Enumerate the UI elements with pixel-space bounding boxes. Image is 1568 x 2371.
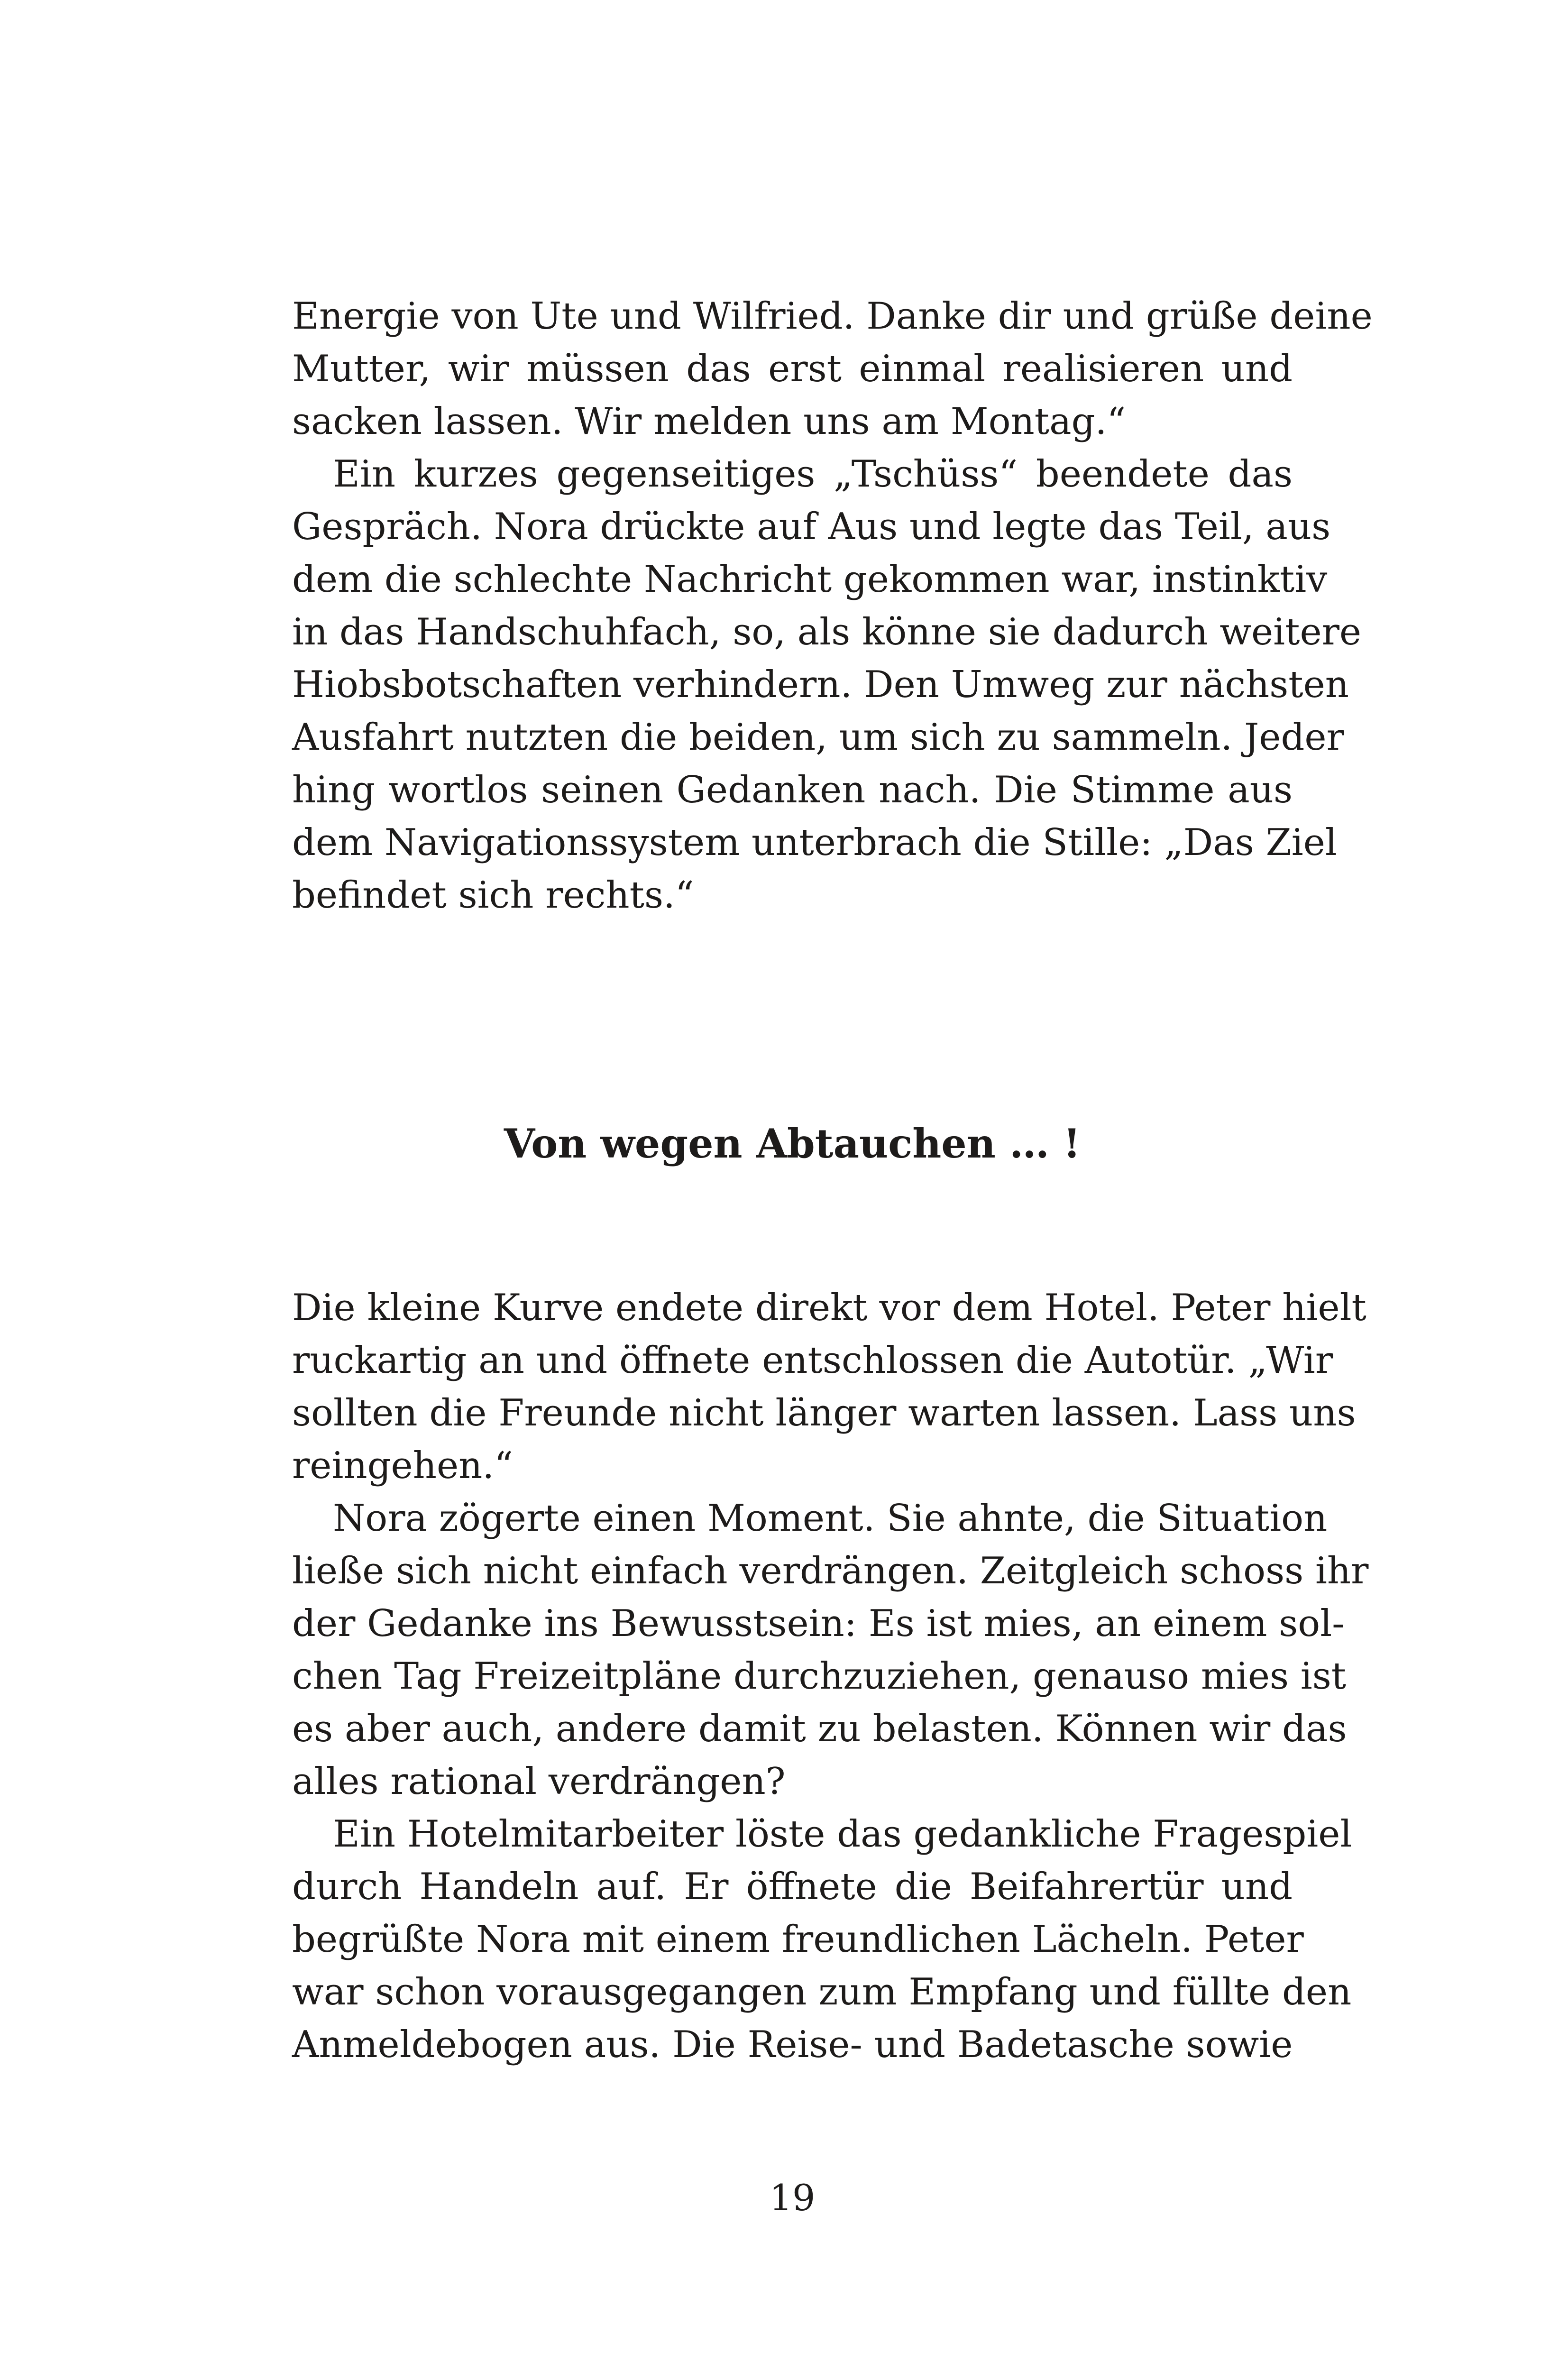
text-line: durch Handeln auf. Er öffnete die Beifahrertür und [292, 1866, 1293, 1908]
text-line: befindet sich rechts.“ [292, 874, 694, 917]
text-line: Energie von Ute und Wilfried. Danke dir und grüße deine [292, 295, 1373, 338]
text-line: der Gedanke ins Bewusstsein: Es ist mies, an einem sol- [292, 1602, 1345, 1645]
paragraph-block-top [292, 290, 1373, 922]
page-number: 19 [769, 2177, 816, 2219]
text-line: Anmeldebogen aus. Die Reise- und Badetasche sowie [292, 2023, 1293, 2066]
chapter-heading: Von wegen Abtauchen … ! [504, 1120, 1081, 1167]
text-line: alles rational verdrängen? [292, 1760, 786, 1803]
text-line: Ausfahrt nutzten die beiden, um sich zu sammeln. Jeder [292, 716, 1344, 759]
text-line: Ein kurzes gegenseitiges „Tschüss“ beendete das [333, 453, 1293, 496]
text-line: Gespräch. Nora drückte auf Aus und legte das Teil, aus [292, 505, 1331, 548]
text-line: dem Navigationssystem unterbrach die Stille: „Das Ziel [292, 821, 1337, 864]
text-line: war schon vorausgegangen zum Empfang und füllte den [292, 1971, 1352, 2013]
text-line: sollten die Freunde nicht länger warten lassen. Lass uns [292, 1392, 1356, 1434]
text-line: sacken lassen. Wir melden uns am Montag.“ [292, 400, 1126, 443]
text-line: chen Tag Freizeitpläne durchzuziehen, genauso mies ist [292, 1655, 1347, 1698]
text-line: Ein Hotelmitarbeiter löste das gedankliche Fragespiel [333, 1813, 1352, 1856]
text-line: Mutter, wir müssen das erst einmal realisieren und [292, 348, 1293, 390]
paragraph-block-bottom [292, 1282, 1369, 2071]
text-line: reingehen.“ [292, 1444, 513, 1487]
text-line: dem die schlechte Nachricht gekommen war, instinktiv [292, 558, 1328, 601]
text-line: hing wortlos seinen Gedanken nach. Die Stimme aus [292, 769, 1293, 811]
text-line: Die kleine Kurve endete direkt vor dem Hotel. Peter hielt [292, 1287, 1366, 1329]
text-line: ließe sich nicht einfach verdrängen. Zeitgleich schoss ihr [292, 1550, 1369, 1592]
text-line: begrüßte Nora mit einem freundlichen Lächeln. Peter [292, 1918, 1304, 1961]
text-line: es aber auch, andere damit zu belasten. Können wir das [292, 1708, 1347, 1750]
text-line: ruckartig an und öffnete entschlossen die Autotür. „Wir [292, 1339, 1333, 1382]
text-line: in das Handschuhfach, so, als könne sie dadurch weitere [292, 611, 1362, 653]
text-line: Nora zögerte einen Moment. Sie ahnte, die Situation [333, 1497, 1328, 1540]
text-line: Hiobsbotschaften verhindern. Den Umweg zur nächsten [292, 663, 1349, 706]
